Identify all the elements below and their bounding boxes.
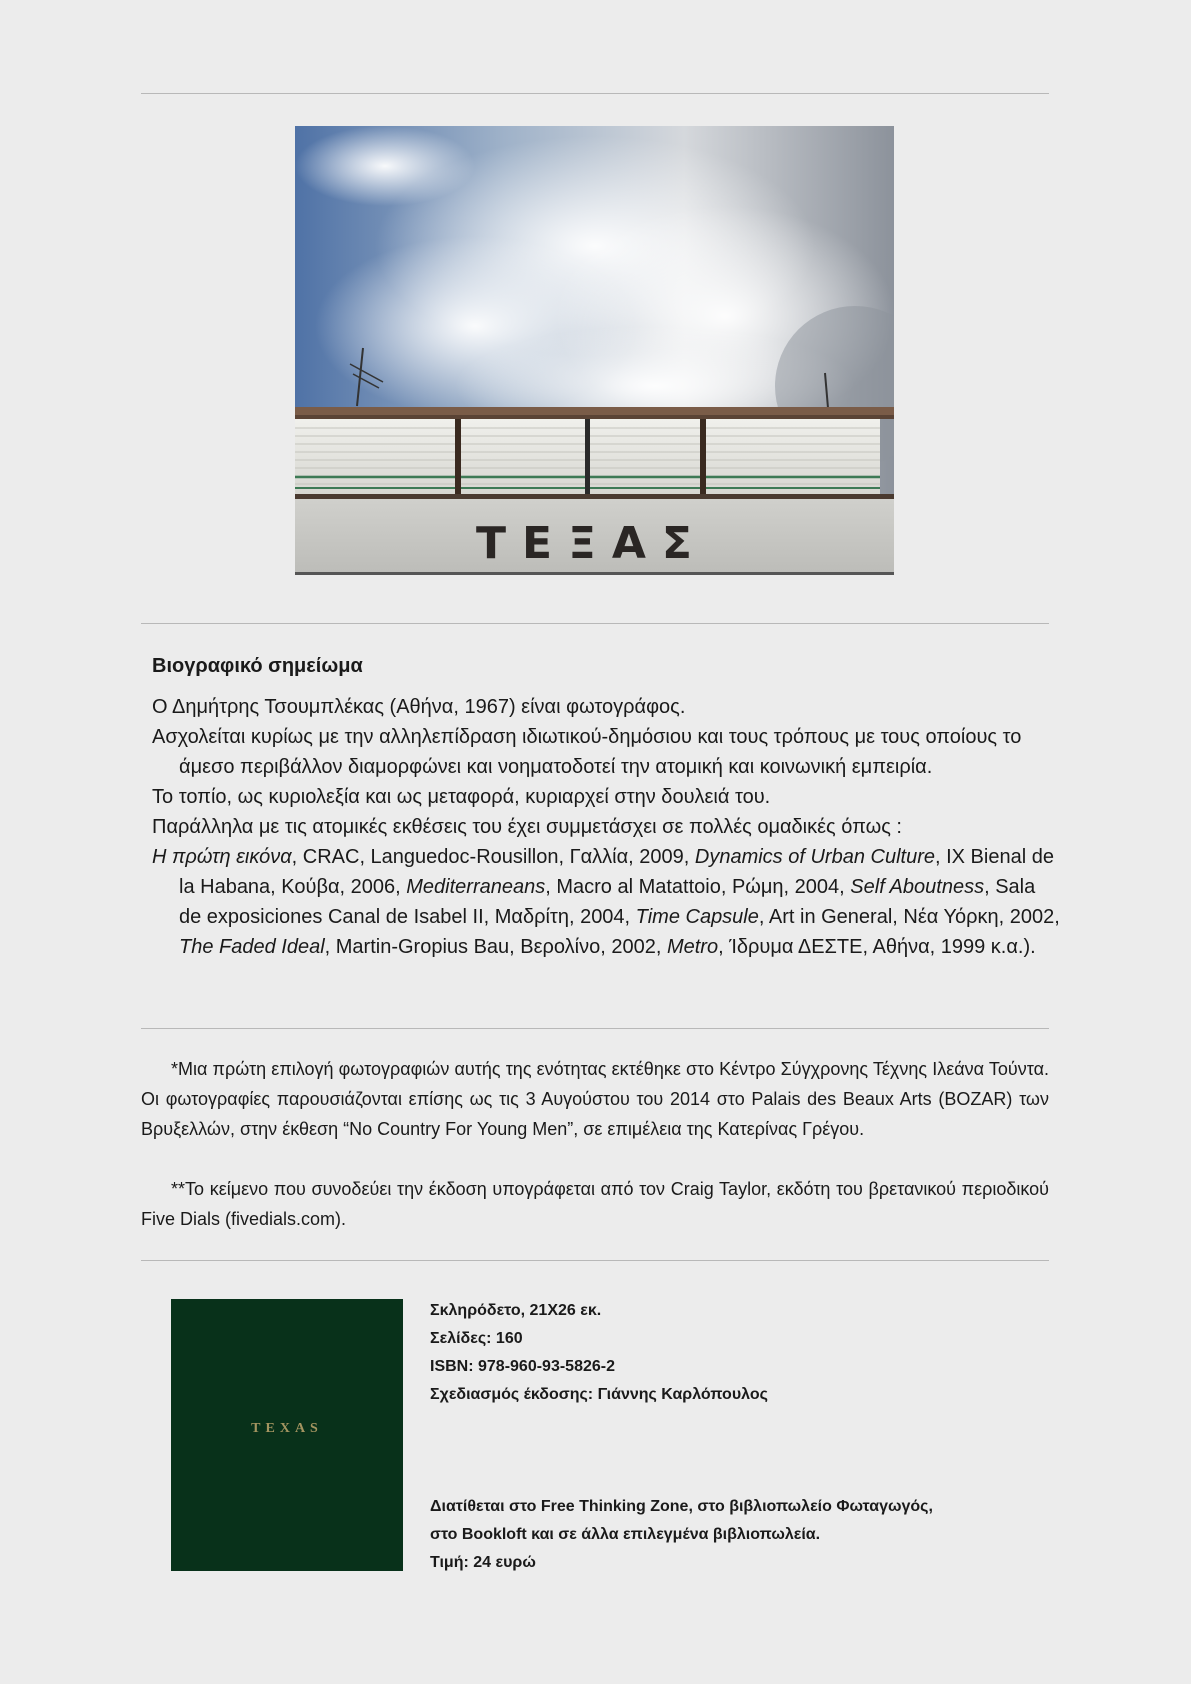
exhibition-details: , CRAC, Languedoc-Rousillon, Γαλλία, 2009, (291, 846, 695, 868)
book-pages: Σελίδες: 160 (430, 1330, 523, 1347)
biography-section (152, 651, 1060, 962)
exhibition-details: , IX Bienal de la Habana, Κούβα, 2006, (179, 846, 1054, 898)
exhibition-title: Mediterraneans (406, 876, 546, 898)
bio-paragraph-1: Ο Δημήτρης Τσουμπλέκας (Αθήνα, 1967) είναι φωτογράφος. (152, 696, 686, 718)
biography-heading: Βιογραφικό σημείωμα (152, 655, 363, 677)
exhibition-details: , Macro al Matattoio, Ρώμη, 2004, (545, 876, 851, 898)
book-binding: Σκληρόδετο, 21Χ26 εκ. (430, 1302, 602, 1319)
exhibition-details: , Martin-Gropius Bau, Βερολίνο, 2002, (324, 936, 667, 958)
bio-paragraph-2: Ασχολείται κυρίως με την αλληλεπίδραση ιδιωτικού-δημόσιου και τους τρόπους με τους οποίους το άμεσο περιβάλλον διαμορφώνει και νοηματοδοτεί την ατομική και κοινωνική εμπειρία. (152, 726, 1022, 778)
book-cover (171, 1299, 403, 1571)
book-specs (430, 1297, 1050, 1409)
footnote-2: **Το κείμενο που συνοδεύει την έκδοση υπογράφεται από τον Craig Taylor, εκδότη του βρετανικού περιοδικού Five Dials (fivedials.com). (141, 1179, 1049, 1229)
exhibition-title: Η πρώτη εικόνα (152, 846, 292, 868)
exhibitions-list (152, 842, 1060, 962)
exhibition-title: The Faded Ideal (179, 936, 325, 958)
exhibition-details: , Art in General, Νέα Υόρκη, 2002, (758, 906, 1060, 928)
bio-paragraph-4: Παράλληλα με τις ατομικές εκθέσεις του έχει συμμετάσχει σε πολλές ομαδικές όπως : (152, 816, 902, 838)
exhibition-title: Metro (666, 936, 719, 958)
texas-sign-text: ΤΕΞΑΣ (476, 518, 708, 569)
book-availability (430, 1493, 1050, 1577)
availability-line-2: στο Bookloft και σε άλλα επιλεγμένα βιβλιοπωλεία. (430, 1526, 821, 1543)
bio-paragraph-3: Το τοπίο, ως κυριολεξία και ως μεταφορά, κυριαρχεί στην δουλειά του. (152, 786, 771, 808)
exhibition-title: Dynamics of Urban Culture (694, 846, 935, 868)
divider-top (141, 93, 1049, 94)
exhibition-details: , Ίδρυμα ΔΕΣΤΕ, Αθήνα, 1999 κ.α.). (718, 936, 1036, 958)
texas-building-photo (295, 126, 894, 575)
footnotes-section (141, 1054, 1049, 1234)
divider-after-bio (141, 1028, 1049, 1029)
book-isbn: ISBN: 978-960-93-5826-2 (430, 1358, 615, 1375)
book-price: Τιμή: 24 ευρώ (430, 1554, 536, 1571)
footnote-1: *Μια πρώτη επιλογή φωτογραφιών αυτής της ενότητας εκτέθηκε στο Κέντρο Σύγχρονης Τέχνης Ιλεάνα Τούντα. Οι φωτογραφίες παρουσιάζονται επίσης ως τις 3 Αυγούστου του 2014 στο Palais des Beaux Arts (BOZAR) των Βρυξελλών, στην έκθεση “No Country For Young Men”, σε επιμέλεια της Κατερίνας Γρέγου. (141, 1059, 1049, 1139)
divider-after-photo (141, 623, 1049, 624)
exhibition-title: Self Aboutness (850, 876, 985, 898)
exhibition-details: , Sala de exposiciones Canal de Isabel II, Μαδρίτη, 2004, (179, 876, 1036, 928)
book-design-credit: Σχεδιασμός έκδοσης: Γιάννης Καρλόπουλος (430, 1386, 768, 1403)
divider-after-notes (141, 1260, 1049, 1261)
availability-line-1: Διατίθεται στο Free Thinking Zone, στο βιβλιοπωλείο Φωταγωγός, (430, 1498, 933, 1515)
exhibition-title: Time Capsule (635, 906, 759, 928)
book-cover-title: TEXAS (251, 1421, 323, 1436)
